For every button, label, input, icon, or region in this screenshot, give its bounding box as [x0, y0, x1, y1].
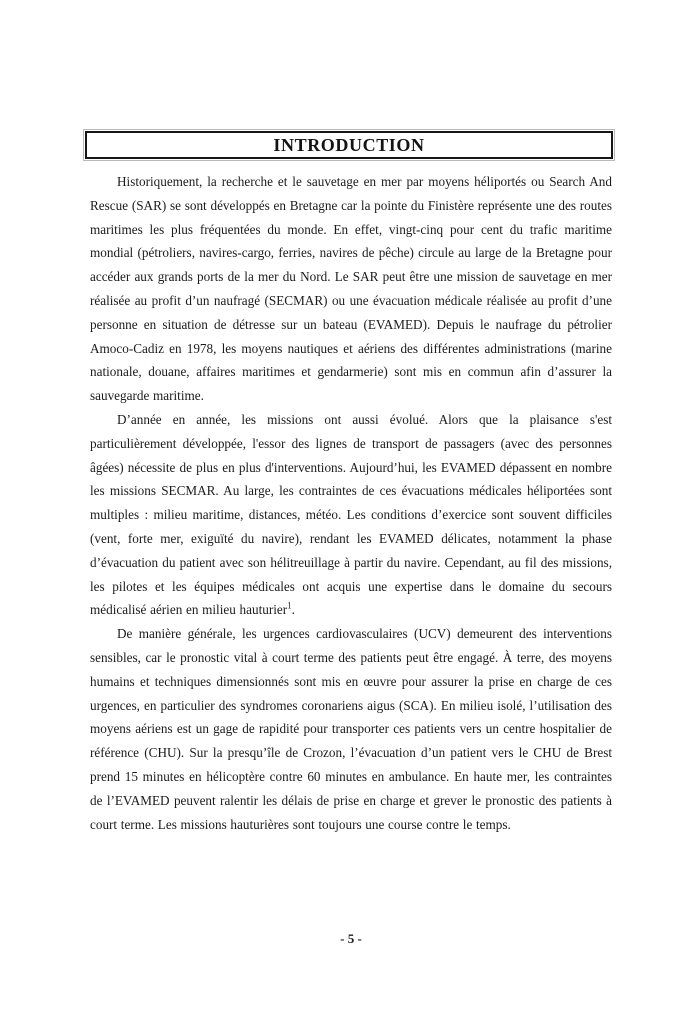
- title-box: [85, 131, 613, 159]
- paragraph-text: De manière générale, les urgences cardiovasculaires (UCV) demeurent des interventions sensibles, car le pronostic vital à court terme des patients peut être engagé. À terre, des moyens humains et techniques dimensionnés sont mis en œuvre pour assurer la prise en charge de ces urgences, en particulier des syndromes coronariens aigus (SCA). En milieu isolé, l’utilisation des moyens aériens est un gage de rapidité pour transporter ces patients vers un centre hospitalier de référence (CHU). Sur la presqu’île de Crozon, l’évacuation d’un patient vers le CHU de Brest prend 15 minutes en hélicoptère contre 60 minutes en ambulance. En haute mer, les contraintes de l’EVAMED peuvent ralentir les délais de prise en charge et grever le pronostic des patients à court terme. Les missions hauturières sont toujours une course contre le temps.: [90, 626, 612, 832]
- page-number: - 5 -: [340, 931, 362, 946]
- paragraph-missions: [90, 408, 612, 622]
- footnote-reference: 1: [287, 600, 292, 611]
- document-body: [90, 170, 612, 836]
- page-footer: [90, 931, 612, 947]
- page-title: INTRODUCTION: [273, 135, 425, 155]
- paragraph-text: .: [291, 602, 295, 618]
- paragraph-text: Historiquement, la recherche et le sauvetage en mer par moyens héliportés ou Search And Rescue (SAR) se sont développés en Bretagne car la pointe du Finistère représente une des routes maritimes les plus fréquentées du monde. En effet, vingt-cinq pour cent du trafic maritime mondial (pétroliers, navires-cargo, ferries, navires de pêche) circule au large de la Bretagne pour accéder aux grands ports de la mer du Nord. Le SAR peut être une mission de sauvetage en mer réalisée au profit d’un naufragé (SECMAR) ou une évacuation médicale réalisée au profit d’une personne en situation de détresse sur un bateau (EVAMED). Depuis le naufrage du pétrolier Amoco-Cadiz en 1978, les moyens nautiques et aériens des différentes administrations (marine nationale, douane, affaires maritimes et gendarmerie) sont mis en commun afin d’assurer la sauvegarde maritime.: [90, 174, 612, 404]
- paragraph-urgences: [90, 622, 612, 836]
- paragraph-historique: [90, 170, 612, 408]
- paragraph-text: D’année en année, les missions ont aussi évolué. Alors que la plaisance s'est particulièrement développée, l'essor des lignes de transport de passagers (avec des personnes âgées) nécessite de plus en plus d'interventions. Aujourd’hui, les EVAMED dépassent en nombre les missions SECMAR. Au large, les contraintes de ces évacuations médicales héliportées sont multiples : milieu maritime, distances, météo. Les conditions d’exercice sont souvent difficiles (vent, forte mer, exiguïté du navire), rendant les EVAMED délicates, notamment la phase d’évacuation du patient avec son hélitreuillage à partir du navire. Cependant, au fil des missions, les pilotes et les équipes médicales ont acquis une expertise dans le domaine du secours médicalisé aérien en milieu hauturier: [90, 411, 612, 618]
